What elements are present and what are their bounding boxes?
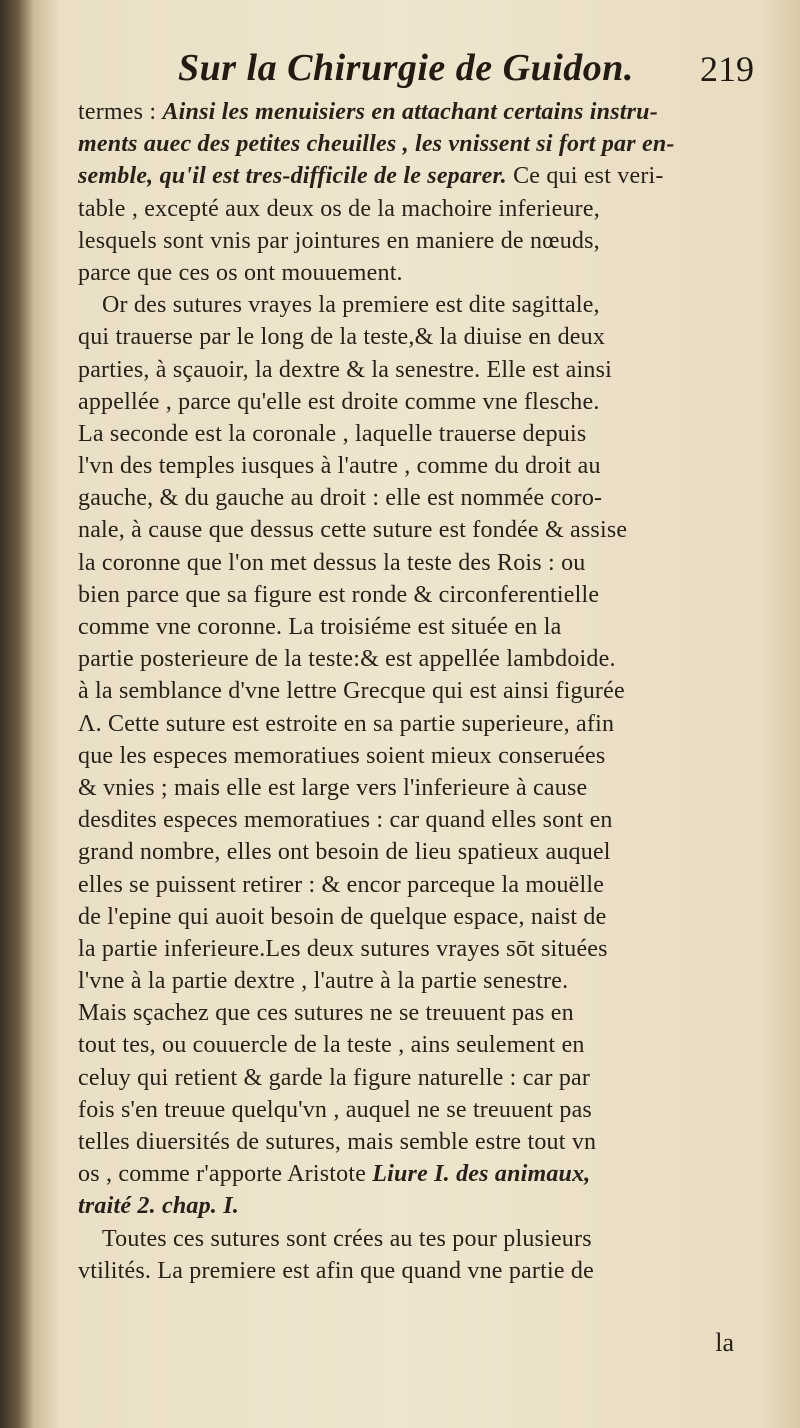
- text-line: [78, 450, 738, 482]
- italic-segment: Liure I. des animaux,: [372, 1161, 591, 1188]
- text-line: [78, 1223, 738, 1255]
- running-head: Sur la Chirurgie de Guidon.: [178, 47, 634, 89]
- text-segment: partie posterieure de la teste:& est appellée lambdoide.: [78, 646, 616, 673]
- text-segment: termes :: [78, 99, 163, 125]
- italic-segment: traité 2. chap. I.: [78, 1193, 239, 1220]
- text-line: [78, 1126, 738, 1158]
- text-line: [78, 225, 738, 257]
- text-segment: à la semblance d'vne lettre Grecque qui est ainsi figurée: [78, 678, 625, 705]
- text-segment: Toutes ces sutures sont crées au tes pour plusieurs: [102, 1225, 592, 1252]
- text-segment: appellée , parce qu'elle est droite comme vne flesche.: [78, 388, 600, 415]
- text-segment: l'vn des temples iusques à l'autre , comme du droit au: [78, 453, 601, 480]
- italic-segment: semble, qu'il est tres-difficile de le separer.: [78, 163, 507, 190]
- text-segment: lesquels sont vnis par jointures en maniere de nœuds,: [78, 227, 600, 254]
- text-line: [78, 1190, 738, 1222]
- text-segment: fois s'en treuue quelqu'vn , auquel ne se treuuent pas: [78, 1096, 592, 1123]
- text-line: [78, 579, 738, 611]
- text-segment: Or des sutures vrayes la premiere est dite sagittale,: [102, 292, 600, 319]
- text-line: [78, 1094, 738, 1126]
- text-line: [78, 708, 738, 740]
- text-segment: parties, à sçauoir, la dextre & la senestre. Elle est ainsi: [78, 356, 612, 383]
- text-segment: desdites especes memoratiues : car quand elles sont en: [78, 807, 613, 834]
- text-line: [78, 514, 738, 546]
- page-number: 219: [700, 49, 754, 89]
- text-line: [78, 321, 738, 353]
- text-segment: vtilités. La premiere est afin que quand vne partie de: [78, 1257, 594, 1284]
- text-line: [78, 1158, 738, 1190]
- text-segment: telles diuersités de sutures, mais semble estre tout vn: [78, 1129, 597, 1155]
- text-line: [78, 482, 738, 514]
- text-segment: parce que ces os ont mouuement.: [78, 259, 403, 286]
- text-line: [78, 418, 738, 450]
- page-header: [100, 46, 760, 96]
- text-segment: tout tes, ou couuercle de la teste , ains seulement en: [78, 1032, 585, 1059]
- text-line: [78, 1255, 738, 1287]
- text-line: [78, 965, 738, 997]
- text-line: [78, 933, 738, 965]
- text-line: [78, 740, 738, 772]
- text-line: [78, 354, 738, 386]
- text-segment: qui trauerse par le long de la teste,& la diuise en deux: [78, 324, 606, 351]
- text-line: [78, 836, 738, 868]
- text-segment: table , excepté aux deux os de la machoire inferieure,: [78, 195, 600, 222]
- text-segment: comme vne coronne. La troisiéme est située en la: [78, 614, 562, 640]
- text-segment: de l'epine qui auoit besoin de quelque espace, naist de: [78, 903, 607, 930]
- text-line: [78, 901, 738, 933]
- text-segment: que les especes memoratiues soient mieux conseruées: [78, 742, 606, 769]
- text-line: [78, 643, 738, 675]
- text-line: [78, 869, 738, 901]
- text-segment: Λ. Cette suture est estroite en sa partie superieure, afin: [78, 710, 615, 737]
- text-segment: elles se puissent retirer : & encor parceque la mouëlle: [78, 871, 605, 898]
- text-segment: os , comme r'apporte Aristote: [78, 1161, 373, 1188]
- text-segment: la coronne que l'on met dessus la teste des Rois : ou: [78, 549, 586, 576]
- text-line: [78, 997, 738, 1029]
- text-segment: nale, à cause que dessus cette suture est fondée & assise: [78, 517, 628, 544]
- text-line: [78, 193, 738, 225]
- text-segment: la partie inferieure.Les deux sutures vrayes sōt situées: [78, 935, 608, 962]
- text-line: [78, 128, 738, 160]
- text-line: [78, 804, 738, 836]
- text-line: [78, 289, 738, 321]
- text-segment: grand nombre, elles ont besoin de lieu spatieux auquel: [78, 839, 611, 866]
- text-segment: Mais sçachez que ces sutures ne se treuuent pas en: [78, 1000, 574, 1027]
- text-line: [78, 547, 738, 579]
- italic-segment: ments auec des petites cheuilles , les vnissent si fort par en-: [78, 131, 675, 158]
- text-line: [78, 386, 738, 418]
- text-line: [78, 257, 738, 289]
- text-line: [78, 96, 738, 128]
- body-text: [78, 96, 738, 1287]
- text-segment: celuy qui retient & garde la figure naturelle : car par: [78, 1064, 591, 1091]
- text-line: [78, 1062, 738, 1094]
- catchword: la: [715, 1328, 734, 1357]
- text-line: [78, 772, 738, 804]
- text-segment: gauche, & du gauche au droit : elle est nommée coro-: [78, 485, 603, 512]
- text-segment: La seconde est la coronale , laquelle trauerse depuis: [78, 420, 587, 447]
- text-line: [78, 675, 738, 707]
- text-line: [78, 611, 738, 643]
- text-segment: & vnies ; mais elle est large vers l'inferieure à cause: [78, 774, 588, 801]
- italic-segment: Ainsi les menuisiers en attachant certains instru-: [162, 99, 658, 125]
- text-segment: l'vne à la partie dextre , l'autre à la partie senestre.: [78, 968, 569, 995]
- text-line: [78, 1029, 738, 1061]
- text-segment: Ce qui est veri-: [506, 163, 664, 190]
- text-segment: bien parce que sa figure est ronde & circonferentielle: [78, 581, 600, 608]
- text-line: [78, 160, 738, 192]
